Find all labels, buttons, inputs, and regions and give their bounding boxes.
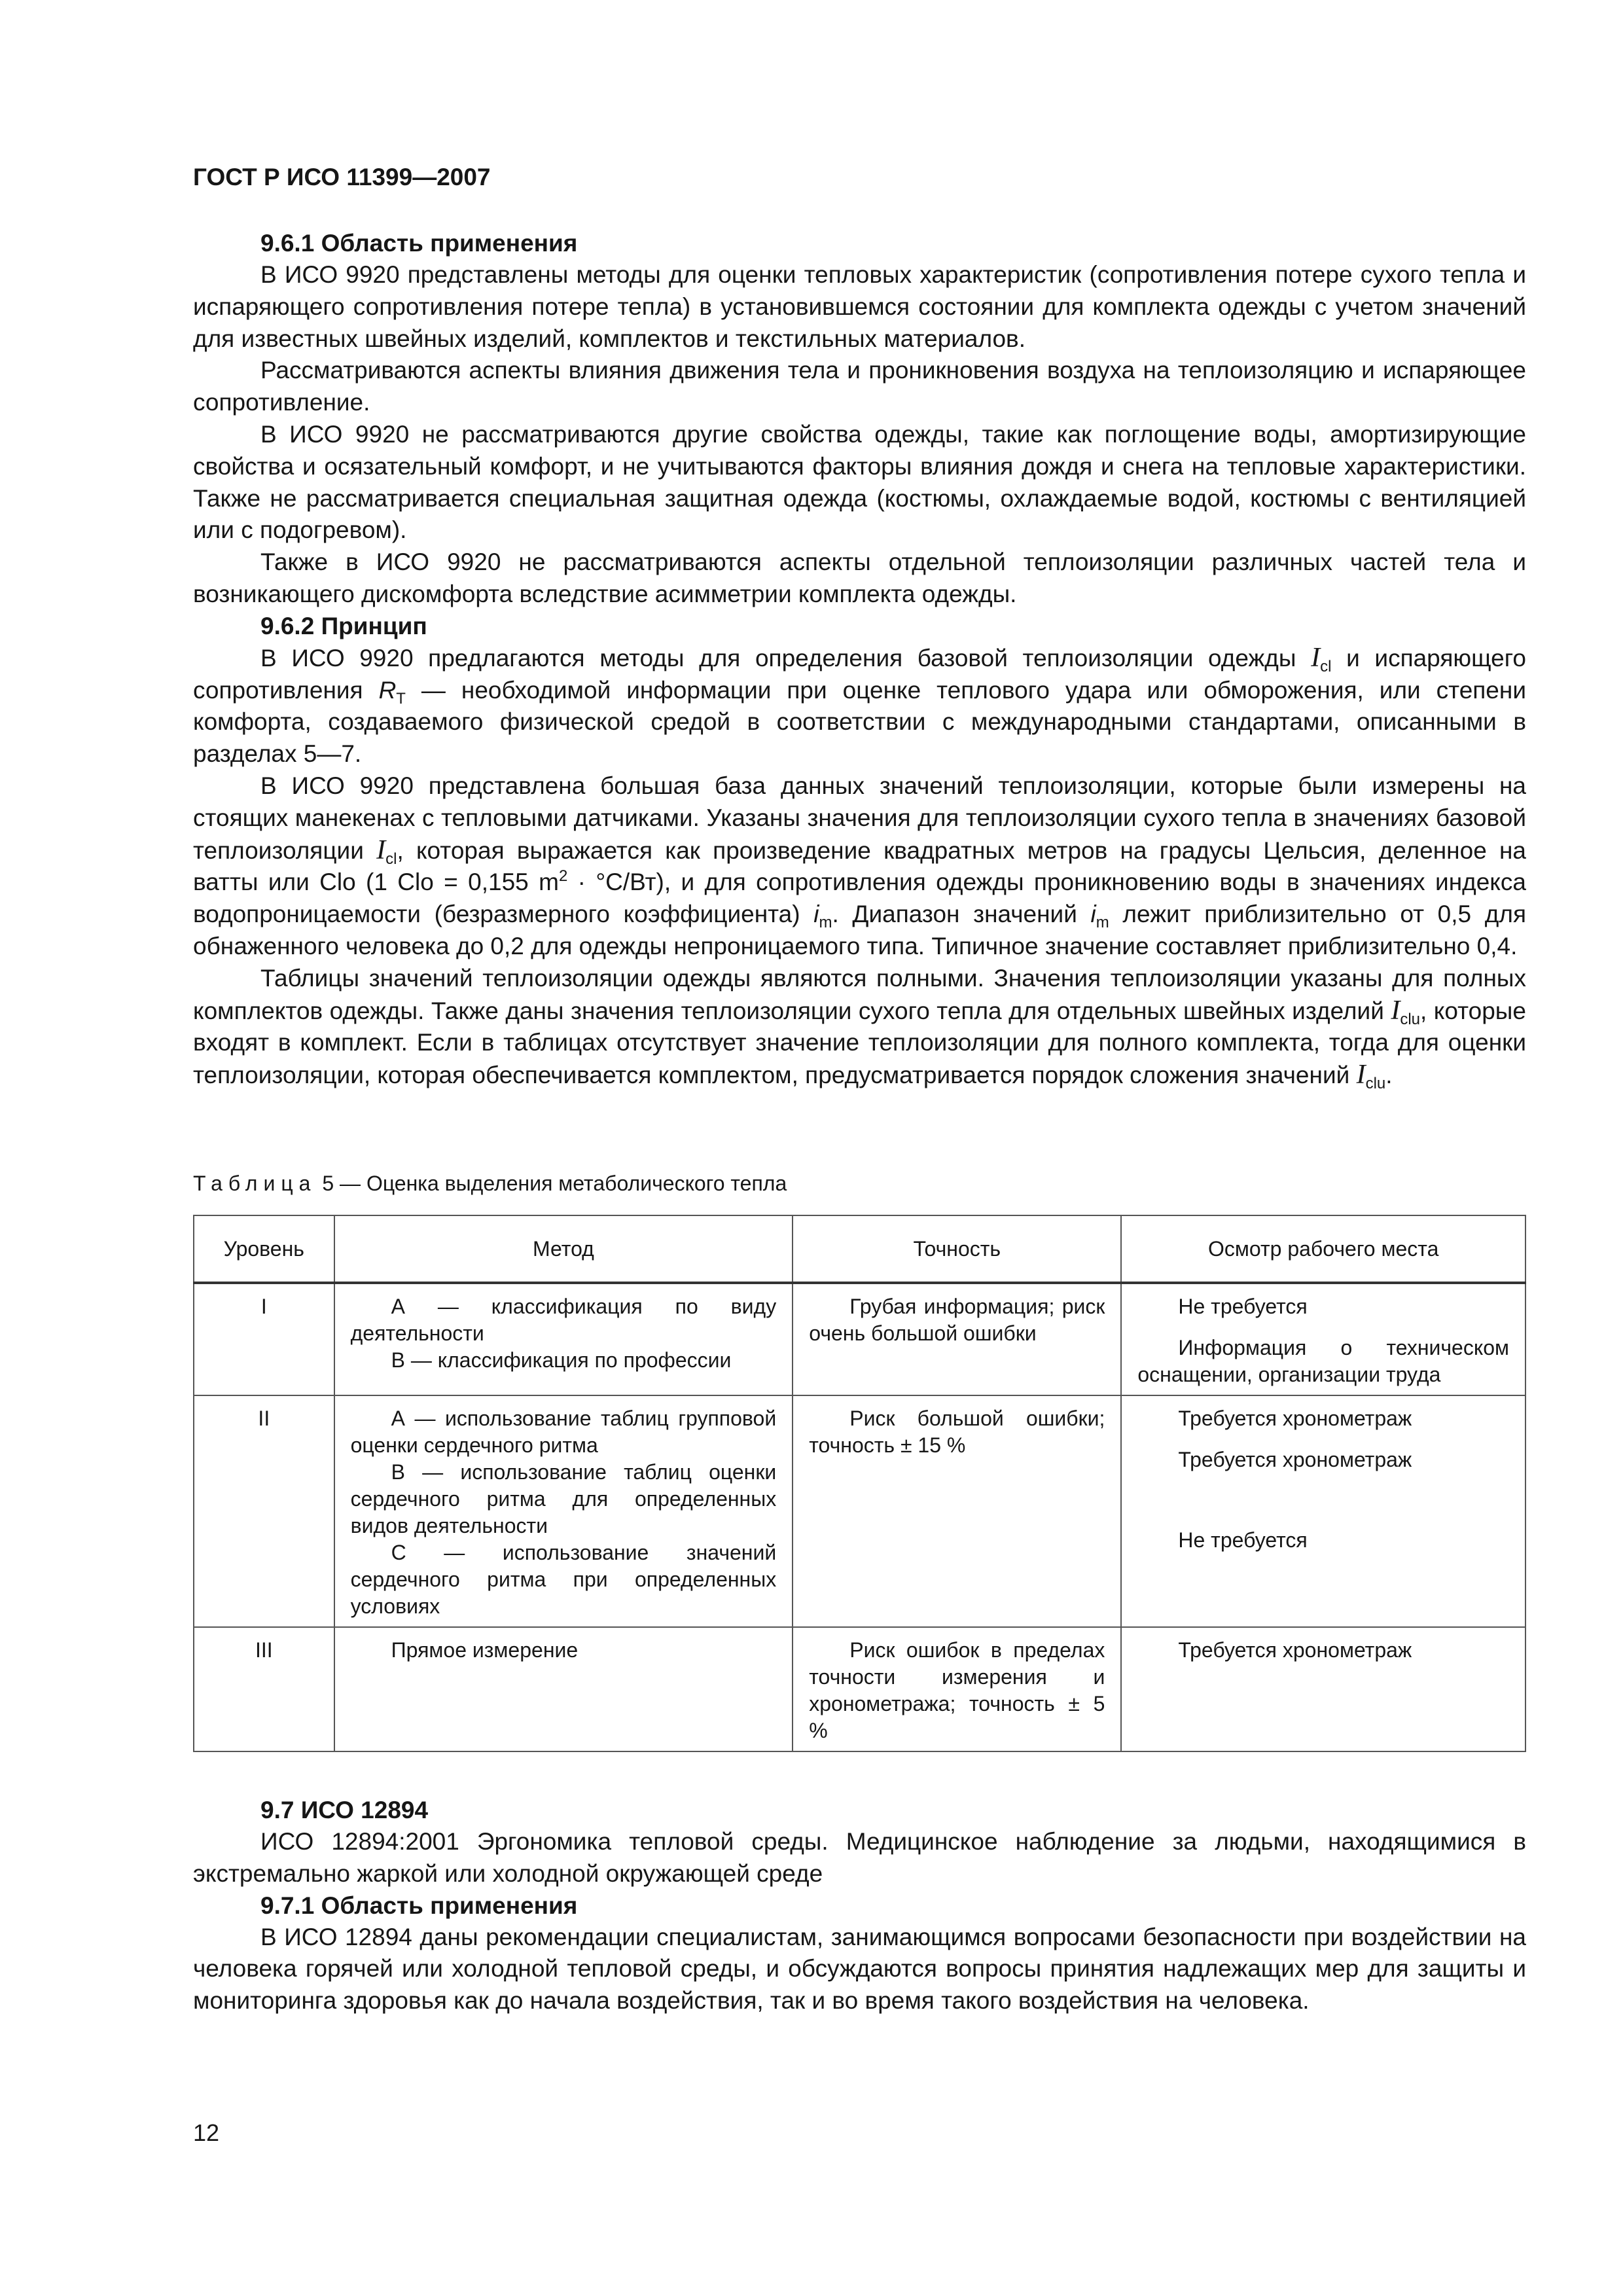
symbol-r-t: R — [378, 676, 397, 704]
table-cell-level: II — [194, 1395, 334, 1627]
section-heading-9-7: 9.7 ИСО 12894 — [260, 1797, 429, 1823]
column-header-level: Уровень — [194, 1215, 334, 1283]
paragraph: В ИСО 9920 представлена большая база данных значений теплоизоляции, которые были измерены на стоящих манекенах с тепловыми датчиками. Указаны значения для теплоизоляции сухого тепла в значениях базовой теплоизоляции $I_{cl}$, которая выражается как произведение квадратных метров на градусы Цельсия, деленное на ватты или Clo (1 Clo = 0,155 $m^2 \cdot ^\circ C/Вт$), и для сопротивления одежды проникновению воды в значениях индекса водопроницаемости (безразмерного коэффициента) $i_m$. Диапазон значений $i_m$ лежит приблизительно от 0,5 для обнаженного человека до 0,2 для одежды непроницаемого типа. Типичное значение составляет приблизительно 0,4. — [193, 772, 1526, 960]
table-cell-method: Прямое измерение — [334, 1627, 793, 1751]
table-cell-inspection: Не требуется Информация о техническом оснащении, организации труда — [1121, 1283, 1525, 1395]
metabolic-heat-table — [193, 1215, 1526, 1752]
paragraph: Таблицы значений теплоизоляции одежды являются полными. Значения теплоизоляции указаны для полных комплектов одежды. Также даны значения теплоизоляции сухого тепла для отдельных швейных изделий $I_{clu}$, которые входят в комплект. Если в таблицах отсутствует значение теплоизоляции для полного комплекта, тогда для оценки теплоизоляции, которая обеспечивается комплектом, предусматривается порядок сложения значений $I_{clu}$. — [193, 964, 1526, 1093]
symbol-i-m: i — [813, 901, 819, 928]
paragraph: В ИСО 12894 даны рекомендации специалистам, занимающимся вопросами безопасности при воздействии на человека горячей или холодной тепловой среды, и обсуждаются вопросы принятия надлежащих мер для защиты и мониторинга здоровья как до начала воздействия, так и во время такого воздействия на человека. — [193, 1923, 1526, 2015]
column-header-method: Метод — [334, 1215, 793, 1283]
paragraph: В ИСО 9920 не рассматриваются другие свойства одежды, такие как поглощение воды, амортизирующие свойства и осязательный комфорт, и не учитываются факторы влияния дождя и снега на тепловые характеристики. Также не рассматривается специальная защитная одежда (костюмы, охлаждаемые водой, костюмы с вентиляцией или с подогревом). — [193, 420, 1526, 544]
table-caption: Таблица 5 — Оценка выделения метаболического тепла — [193, 1172, 787, 1195]
symbol-i-clu: I — [1391, 995, 1400, 1026]
section-heading-9-6-1: 9.6.1 Область применения — [260, 230, 578, 257]
symbol-i-clu: I — [1356, 1060, 1366, 1090]
table-cell-accuracy: Риск ошибок в пределах точности измерения и хронометража; точность ± 5 % — [793, 1627, 1121, 1751]
page-number: 12 — [193, 2119, 220, 2146]
symbol-i-m: i — [1090, 901, 1096, 928]
section-9-7 — [193, 1795, 1526, 2017]
table-cell-method: А — классификация по виду деятельности В — классификация по профессии — [334, 1283, 793, 1395]
symbol-i-cl: I — [1311, 642, 1321, 673]
column-header-accuracy: Точность — [793, 1215, 1121, 1283]
symbol-i-cl: I — [376, 834, 386, 865]
paragraph: В ИСО 9920 предлагаются методы для определения базовой теплоизоляции одежды $I_{cl}$ и испаряющего сопротивления $R_T$ — необходимой информации при оценке теплового удара или обморожения, или степени комфорта, создаваемого физической средой в соответствии с международными стандартами, описанными в разделах 5—7. — [193, 642, 1526, 768]
table-cell-inspection: Требуется хронометраж — [1121, 1627, 1525, 1751]
paragraph: Также в ИСО 9920 не рассматриваются аспекты отдельной теплоизоляции различных частей тела и возникающего дискомфорта вследствие асимметрии комплекта одежды. — [193, 548, 1526, 607]
table-cell-accuracy: Риск большой ошибки; точность ± 15 % — [793, 1395, 1121, 1627]
document-header: ГОСТ Р ИСО 11399—2007 — [193, 164, 491, 190]
paragraph: В ИСО 9920 представлены методы для оценки тепловых характеристик (сопротивления потере сухого тепла и испаряющего сопротивления потере тепла) в установившемся состоянии для комплекта одежды с учетом значений для известных швейных изделий, комплектов и текстильных материалов. — [193, 261, 1526, 352]
table-cell-method: А — использование таблиц групповой оценки сердечного ритма В — использование таблиц оценки сердечного ритма для определенных видов деятельности С — использование значений сердечного ритма при определенных условиях — [334, 1395, 793, 1627]
section-9-6 — [193, 228, 1526, 1092]
table-row — [194, 1395, 1525, 1627]
paragraph: Рассматриваются аспекты влияния движения тела и проникновения воздуха на теплоизоляцию и испаряющее сопротивление. — [193, 357, 1526, 416]
table-row — [194, 1283, 1525, 1395]
table-cell-inspection: Требуется хронометраж Требуется хронометраж Не требуется — [1121, 1395, 1525, 1627]
section-heading-9-7-1: 9.7.1 Область применения — [260, 1892, 578, 1919]
table-row — [194, 1627, 1525, 1751]
table-cell-level: III — [194, 1627, 334, 1751]
table-cell-accuracy: Грубая информация; риск очень большой ошибки — [793, 1283, 1121, 1395]
section-heading-9-6-2: 9.6.2 Принцип — [260, 612, 427, 639]
table-cell-level: I — [194, 1283, 334, 1395]
column-header-inspection: Осмотр рабочего места — [1121, 1215, 1525, 1283]
paragraph: ИСО 12894:2001 Эргономика тепловой среды. Медицинское наблюдение за людьми, находящимися в экстремально жаркой или холодной окружающей среде — [193, 1828, 1526, 1887]
